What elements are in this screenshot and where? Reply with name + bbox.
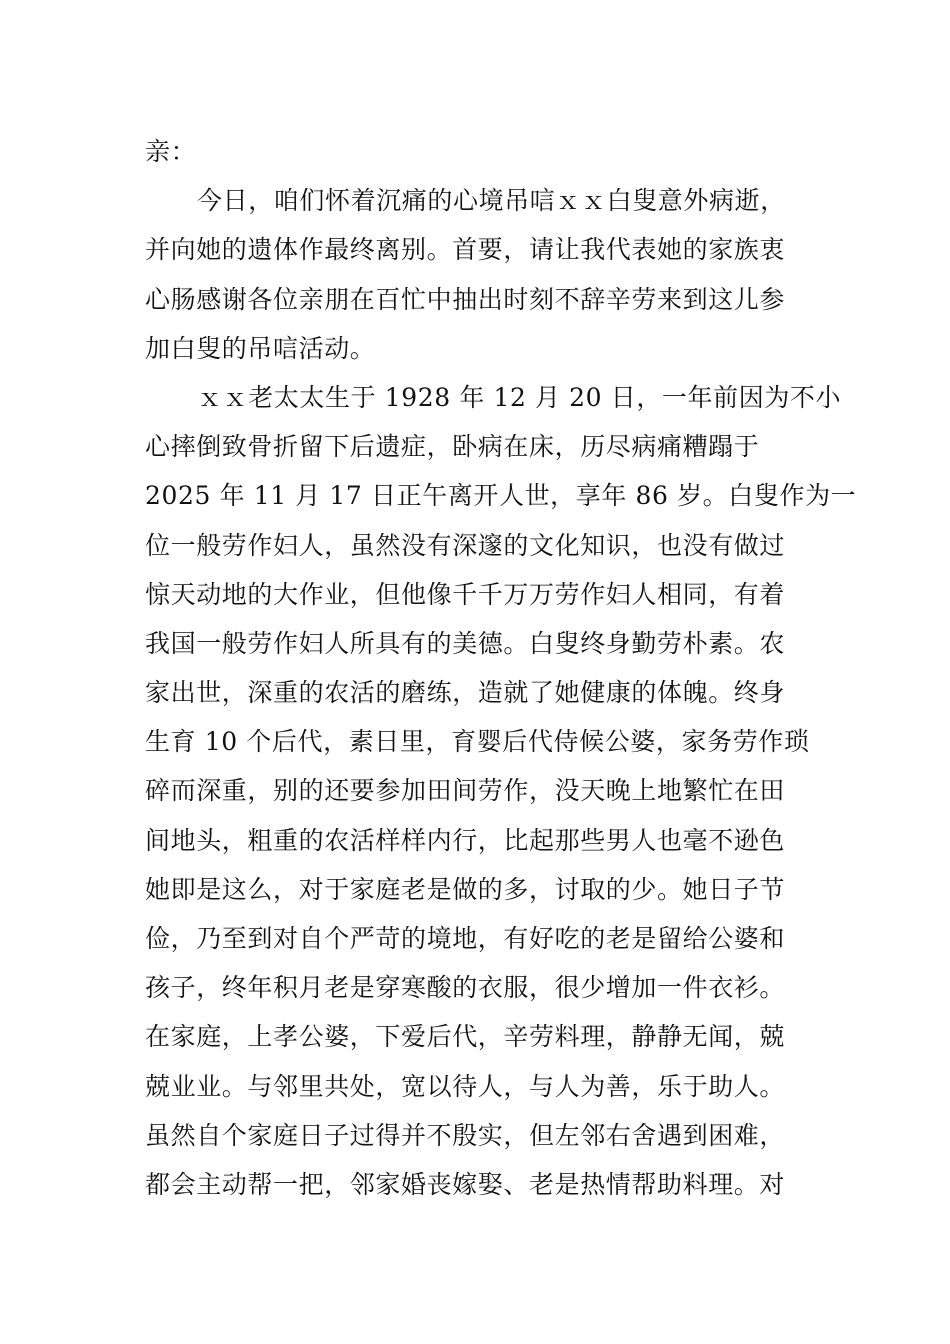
text-line: 并向她的遗体作最终离别。首要，请让我代表她的家族衷 <box>145 235 786 265</box>
text-line: 俭，乃至到对自个严苛的境地，有好吃的老是留给公婆和 <box>145 924 786 953</box>
text-line: 家出世，深重的农活的磨练，造就了她健康的体魄。终身 <box>145 678 786 708</box>
text-line: 都会主动帮一把，邻家婚丧嫁娶、老是热情帮助料理。对 <box>145 1169 786 1199</box>
text-line: 心肠感谢各位亲朋在百忙中抽出时刻不辞辛劳来到这儿参 <box>145 284 786 314</box>
text-line: 间地头，粗重的农活样样内行，比起那些男人也毫不逊色 <box>145 825 786 855</box>
text-line: 亲： <box>145 137 197 166</box>
text-line: 碎而深重，别的还要参加田间劳作，没天晚上地繁忙在田 <box>145 776 786 806</box>
text-line: 虽然自个家庭日子过得并不殷实，但左邻右舍遇到困难， <box>145 1120 786 1150</box>
text-line: 2025 年 11 月 17 日正午离开人世，享年 86 岁。白叟作为一 <box>145 481 857 511</box>
text-line: 我国一般劳作妇人所具有的美德。白叟终身勤劳朴素。农 <box>145 628 786 658</box>
eulogy-text <box>145 127 857 1209</box>
text-line: 她即是这么，对于家庭老是做的多，讨取的少。她日子节 <box>145 874 786 904</box>
text-line: 孩子，终年积月老是穿寒酸的衣服，很少增加一件衣衫。 <box>145 973 786 1003</box>
text-line: 在家庭，上孝公婆，下爱后代，辛劳料理，静静无闻，兢 <box>145 1022 786 1052</box>
text-line: 位一般劳作妇人，虽然没有深邃的文化知识，也没有做过 <box>145 530 786 560</box>
text-line: 惊天动地的大作业，但他像千千万万劳作妇人相同，有着 <box>145 579 786 609</box>
paragraph-first-line: 今日，咱们怀着沉痛的心境吊唁ｘｘ白叟意外病逝， <box>197 186 786 216</box>
text-line: 心摔倒致骨折留下后遗症，卧病在床，历尽病痛糟蹋于 <box>145 432 760 462</box>
text-line: 生育 10 个后代，素日里，育婴后代侍候公婆，家务劳作琐 <box>145 727 810 757</box>
paragraph-first-line: ｘｘ老太太生于 1928 年 12 月 20 日，一年前因为不小 <box>197 382 842 412</box>
text-line: 兢业业。与邻里共处，宽以待人，与人为善，乐于助人。 <box>145 1071 786 1101</box>
text-line: 加白叟的吊唁活动。 <box>145 333 376 363</box>
